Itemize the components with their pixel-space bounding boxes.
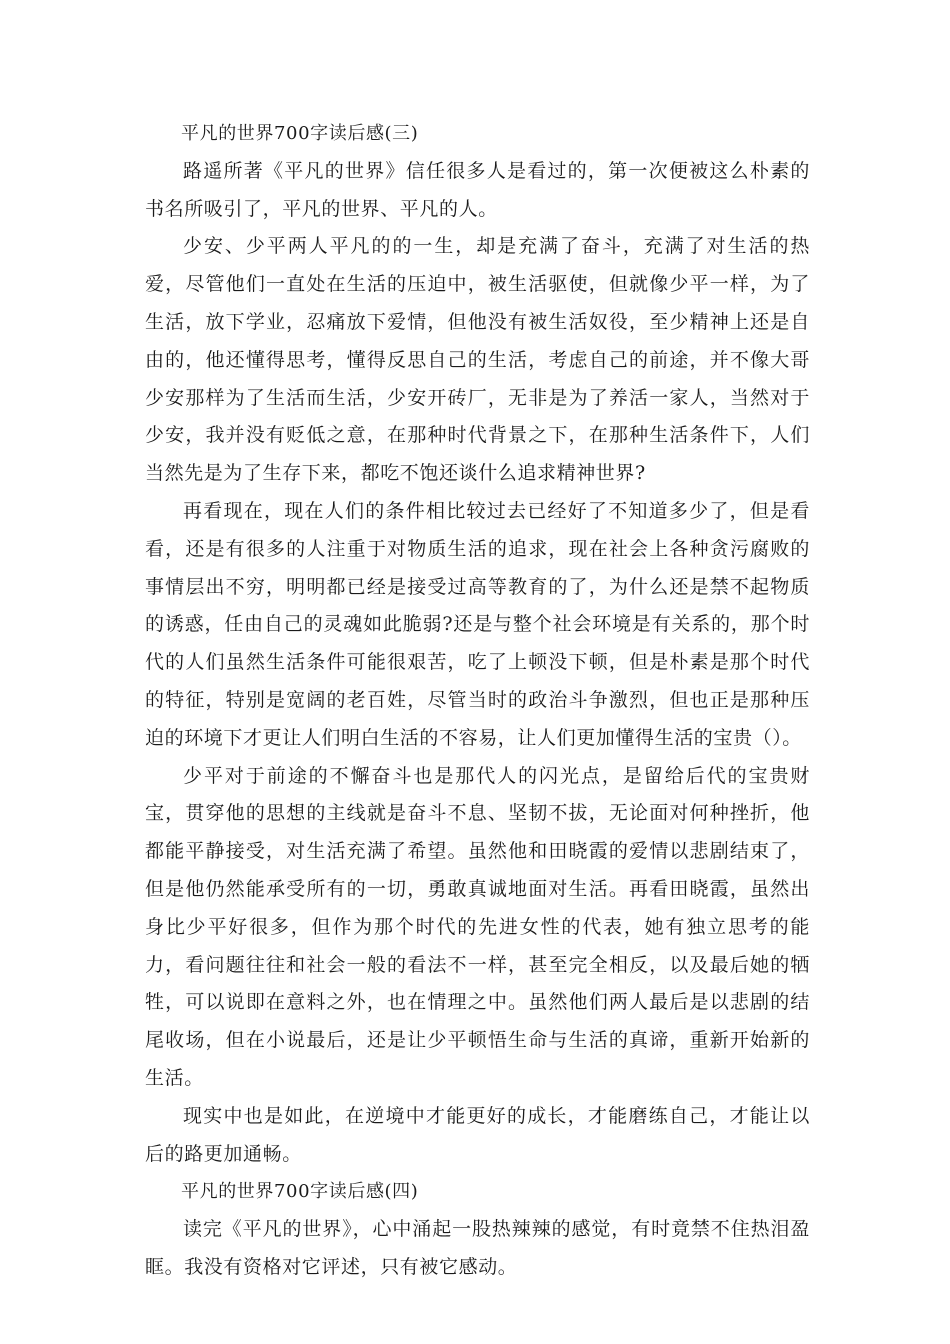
paragraph: 读完《平凡的世界》，心中涌起一股热辣辣的感觉，有时竟禁不住热泪盈眶。我没有资格对它评述，只有被它感动。: [145, 1218, 810, 1278]
paragraph: 现实中也是如此，在逆境中才能更好的成长，才能磨练自己，才能让以后的路更加通畅。: [145, 1104, 810, 1165]
paragraph: 少平对于前途的不懈奋斗也是那代人的闪光点，是留给后代的宝贵财宝，贯穿他的思想的主线就是奋斗不息、坚韧不拔，无论面对何种挫折，他都能平静接受，对生活充满了希望。虽然他和田晓霞的爱情以悲剧结束了，但是他仍然能承受所有的一切，勇敢真诚地面对生活。再看田晓霞，虽然出身比少平好很多，但作为那个时代的先进女性的代表，她有独立思考的能力，看问题往往和社会一般的看法不一样，甚至完全相反，以及最后她的牺牲，可以说即在意料之外，也在情理之中。虽然他们两人最后是以悲剧的结尾收场，但在小说最后，还是让少平顿悟生命与生活的真谛，重新开始新的生活。: [145, 764, 810, 1089]
paragraph: 路遥所著《平凡的世界》信任很多人是看过的，第一次便被这么朴素的书名所吸引了，平凡的世界、平凡的人。: [145, 159, 810, 220]
section-heading-4: 平凡的世界700字读后感(四): [181, 1181, 419, 1203]
paragraph: 再看现在，现在人们的条件相比较过去已经好了不知道多少了，但是看看，还是有很多的人注重于对物质生活的追求，现在社会上各种贪污腐败的事情层出不穷，明明都已经是接受过高等教育的了，为什么还是禁不起物质的诱惑，任由自己的灵魂如此脆弱?还是与整个社会环境是有关系的，那个时代的人们虽然生活条件可能很艰苦，吃了上顿没下顿，但是朴素是那个时代的特征，特别是宽阔的老百姓，尽管当时的政治斗争激烈，但也正是那种压迫的环境下才更让人们明白生活的不容易，让人们更加懂得生活的宝贵（）。: [145, 499, 810, 749]
section-heading-3: 平凡的世界700字读后感(三): [181, 123, 419, 144]
paragraph: 少安、少平两人平凡的的一生，却是充满了奋斗，充满了对生活的热爱，尽管他们一直处在生活的压迫中，被生活驱使，但就像少平一样，为了生活，放下学业，忍痛放下爱情，但他没有被生活奴役，至少精神上还是自由的，他还懂得思考，懂得反思自己的生活，考虑自己的前途，并不像大哥少安那样为了生活而生活，少安开砖厂，无非是为了养活一家人，当然对于少安，我并没有贬低之意，在那种时代背景之下，在那种生活条件下，人们当然先是为了生存下来，都吃不饱还谈什么追求精神世界?: [145, 235, 810, 485]
document-body: [145, 115, 810, 1287]
